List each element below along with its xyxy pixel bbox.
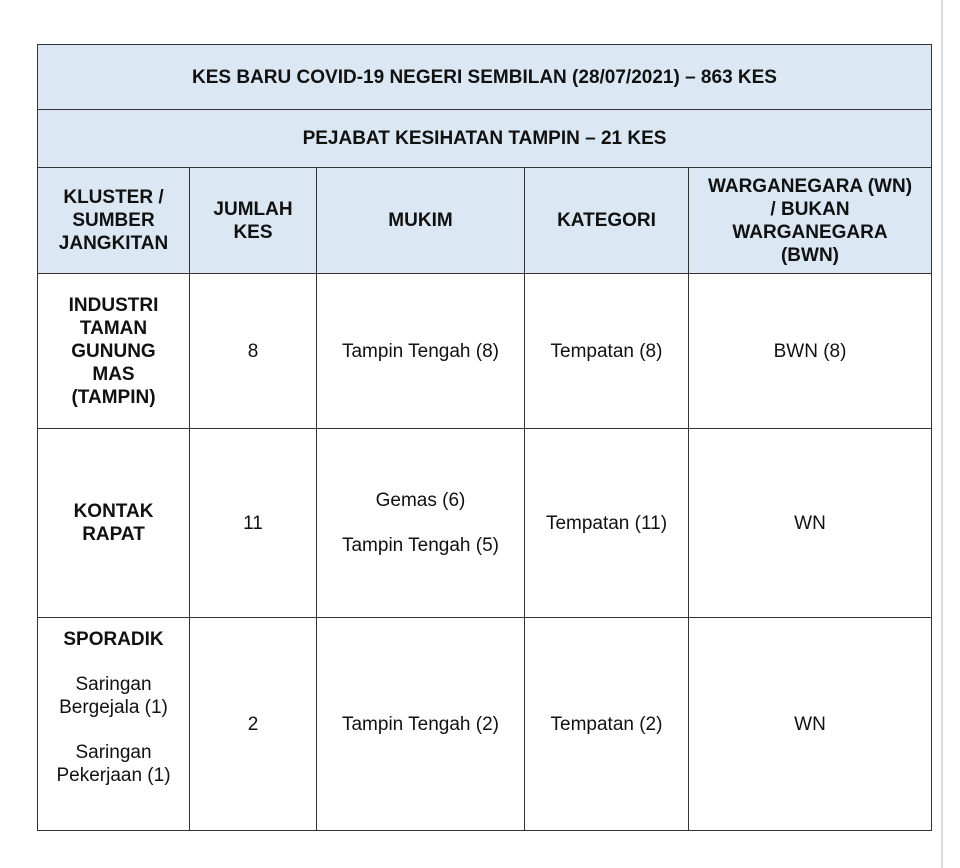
kluster-sub-line: Bergejala (1) bbox=[59, 697, 168, 718]
jumlah-cell: 8 bbox=[190, 274, 317, 429]
warganegara-cell: BWN (8) bbox=[689, 274, 932, 429]
mukim-line: Tampin Tengah (2) bbox=[341, 713, 500, 735]
kategori-cell: Tempatan (2) bbox=[525, 618, 689, 831]
kluster-cell bbox=[38, 618, 190, 831]
kluster-cell bbox=[38, 274, 190, 429]
kluster-line: TAMAN bbox=[79, 317, 148, 339]
kluster-sub-line: Saringan bbox=[75, 742, 152, 763]
covid-cases-table bbox=[37, 44, 932, 831]
table-subtitle: PEJABAT KESIHATAN TAMPIN – 21 KES bbox=[38, 110, 932, 168]
mukim-cell bbox=[317, 274, 525, 429]
table-subtitle-row bbox=[38, 110, 932, 168]
header-warganegara bbox=[689, 168, 932, 274]
line-spacer bbox=[325, 512, 516, 534]
table-row bbox=[38, 618, 932, 831]
warganegara-cell: WN bbox=[689, 429, 932, 618]
kluster-line: KONTAK bbox=[73, 501, 154, 522]
header-warganegara-line: WARGANEGARA (WN) bbox=[707, 175, 913, 197]
header-jumlah-line: KES bbox=[233, 221, 273, 243]
kategori-cell: Tempatan (8) bbox=[525, 274, 689, 429]
mukim-cell bbox=[317, 429, 525, 618]
kategori-cell: Tempatan (11) bbox=[525, 429, 689, 618]
kluster-line: MAS bbox=[92, 363, 135, 385]
jumlah-cell: 2 bbox=[190, 618, 317, 831]
header-row bbox=[38, 168, 932, 274]
table-title-row bbox=[38, 45, 932, 110]
mukim-line: Gemas (6) bbox=[375, 490, 466, 511]
kluster-title: SPORADIK bbox=[63, 629, 164, 650]
header-warganegara-line: (BWN) bbox=[780, 244, 840, 266]
kluster-sub-line: Pekerjaan (1) bbox=[56, 765, 171, 786]
header-kluster-line: JANGKITAN bbox=[58, 233, 169, 254]
header-kluster-line: KLUSTER / bbox=[63, 187, 164, 208]
header-warganegara-line: / BUKAN bbox=[770, 198, 850, 220]
header-mukim: MUKIM bbox=[317, 168, 525, 274]
kluster-sub-line: Saringan bbox=[75, 674, 152, 695]
kluster-cell bbox=[38, 429, 190, 618]
kluster-line: GUNUNG bbox=[71, 340, 156, 362]
header-kategori: KATEGORI bbox=[525, 168, 689, 274]
mukim-cell bbox=[317, 618, 525, 831]
header-kluster-line: SUMBER bbox=[72, 210, 155, 231]
table-row bbox=[38, 429, 932, 618]
kluster-line: INDUSTRI bbox=[68, 294, 159, 316]
line-spacer bbox=[46, 719, 181, 741]
table-row bbox=[38, 274, 932, 429]
header-jumlah bbox=[190, 168, 317, 274]
header-kluster bbox=[38, 168, 190, 274]
mukim-line: Tampin Tengah (8) bbox=[341, 340, 500, 362]
header-jumlah-line: JUMLAH bbox=[213, 198, 293, 220]
mukim-line: Tampin Tengah (5) bbox=[341, 535, 500, 556]
jumlah-cell: 11 bbox=[190, 429, 317, 618]
page-edge-divider bbox=[941, 0, 943, 868]
header-warganegara-line: WARGANEGARA bbox=[732, 221, 888, 243]
table-title: KES BARU COVID-19 NEGERI SEMBILAN (28/07/2021) – 863 KES bbox=[38, 45, 932, 110]
line-spacer bbox=[46, 651, 181, 673]
warganegara-cell: WN bbox=[689, 618, 932, 831]
kluster-line: (TAMPIN) bbox=[71, 386, 156, 408]
kluster-line: RAPAT bbox=[82, 524, 145, 545]
